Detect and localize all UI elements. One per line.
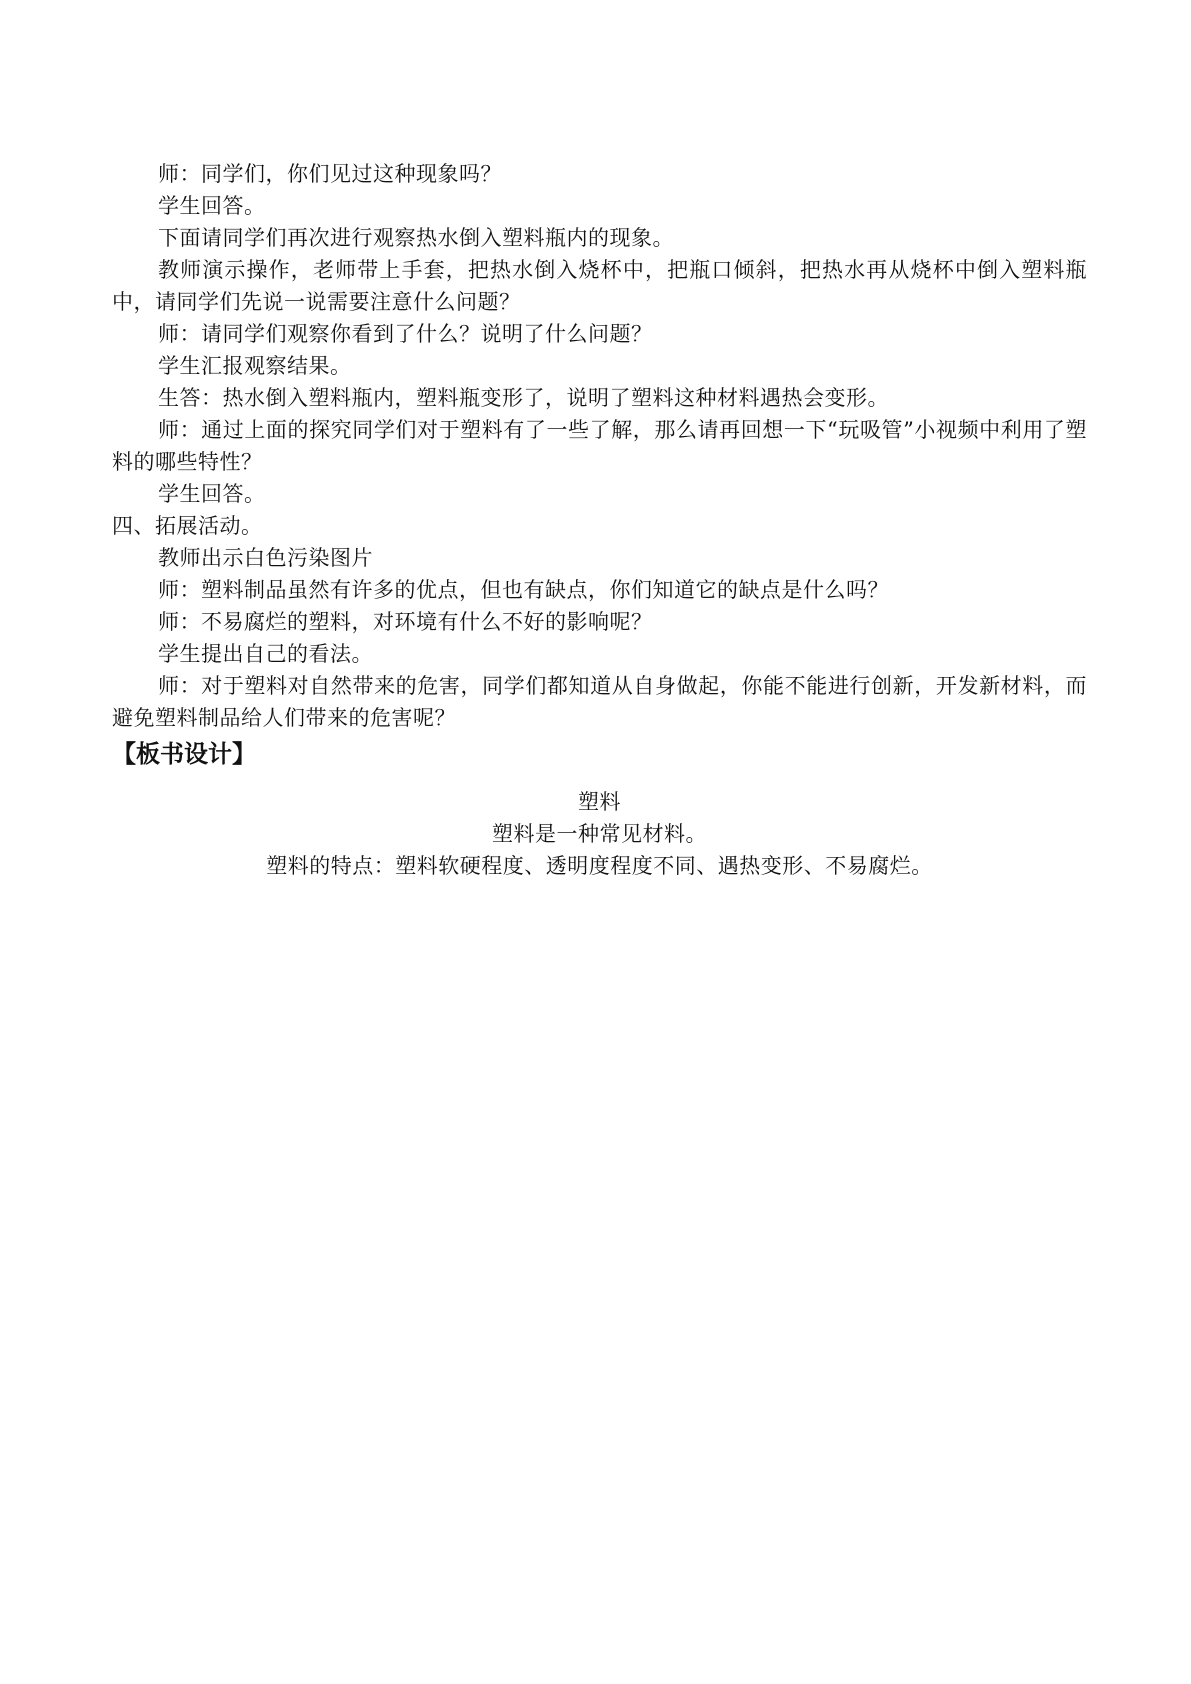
paragraph: 学生汇报观察结果。 xyxy=(158,354,352,378)
paragraph: 教师演示操作，老师带上手套，把热水倒入烧杯中，把瓶口倾斜，把热水再从烧杯中倒入塑料瓶中，请同学们先说一说需要注意什么问题？ xyxy=(112,258,1087,314)
board-design-heading: 【板书设计】 xyxy=(112,740,256,768)
paragraph: 学生回答。 xyxy=(158,482,266,506)
paragraph: 下面请同学们再次进行观察热水倒入塑料瓶内的现象。 xyxy=(158,226,674,250)
paragraph: 生答：热水倒入塑料瓶内，塑料瓶变形了，说明了塑料这种材料遇热会变形。 xyxy=(158,386,889,410)
paragraph: 师：不易腐烂的塑料，对环境有什么不好的影响呢？ xyxy=(158,610,653,634)
board-design xyxy=(112,786,1087,882)
paragraph: 学生回答。 xyxy=(158,194,266,218)
paragraph: 师：塑料制品虽然有许多的优点，但也有缺点，你们知道它的缺点是什么吗？ xyxy=(158,578,889,602)
section-subheading: 四、拓展活动。 xyxy=(112,514,263,538)
board-line: 塑料的特点：塑料软硬程度、透明度程度不同、遇热变形、不易腐烂。 xyxy=(266,854,933,878)
paragraph: 师：同学们，你们见过这种现象吗？ xyxy=(158,162,502,186)
paragraph: 师：对于塑料对自然带来的危害，同学们都知道从自身做起，你能不能进行创新，开发新材料，而避免塑料制品给人们带来的危害呢？ xyxy=(112,674,1087,730)
board-title: 塑料 xyxy=(578,790,621,814)
board-line: 塑料是一种常见材料。 xyxy=(492,822,707,846)
paragraph: 师：请同学们观察你看到了什么？说明了什么问题？ xyxy=(158,322,653,346)
paragraph: 学生提出自己的看法。 xyxy=(158,642,373,666)
paragraph: 师：通过上面的探究同学们对于塑料有了一些了解，那么请再回想一下“玩吸管”小视频中利用了塑料的哪些特性？ xyxy=(112,418,1087,474)
paragraph: 教师出示白色污染图片 xyxy=(158,546,373,570)
lesson-body xyxy=(112,158,1087,734)
